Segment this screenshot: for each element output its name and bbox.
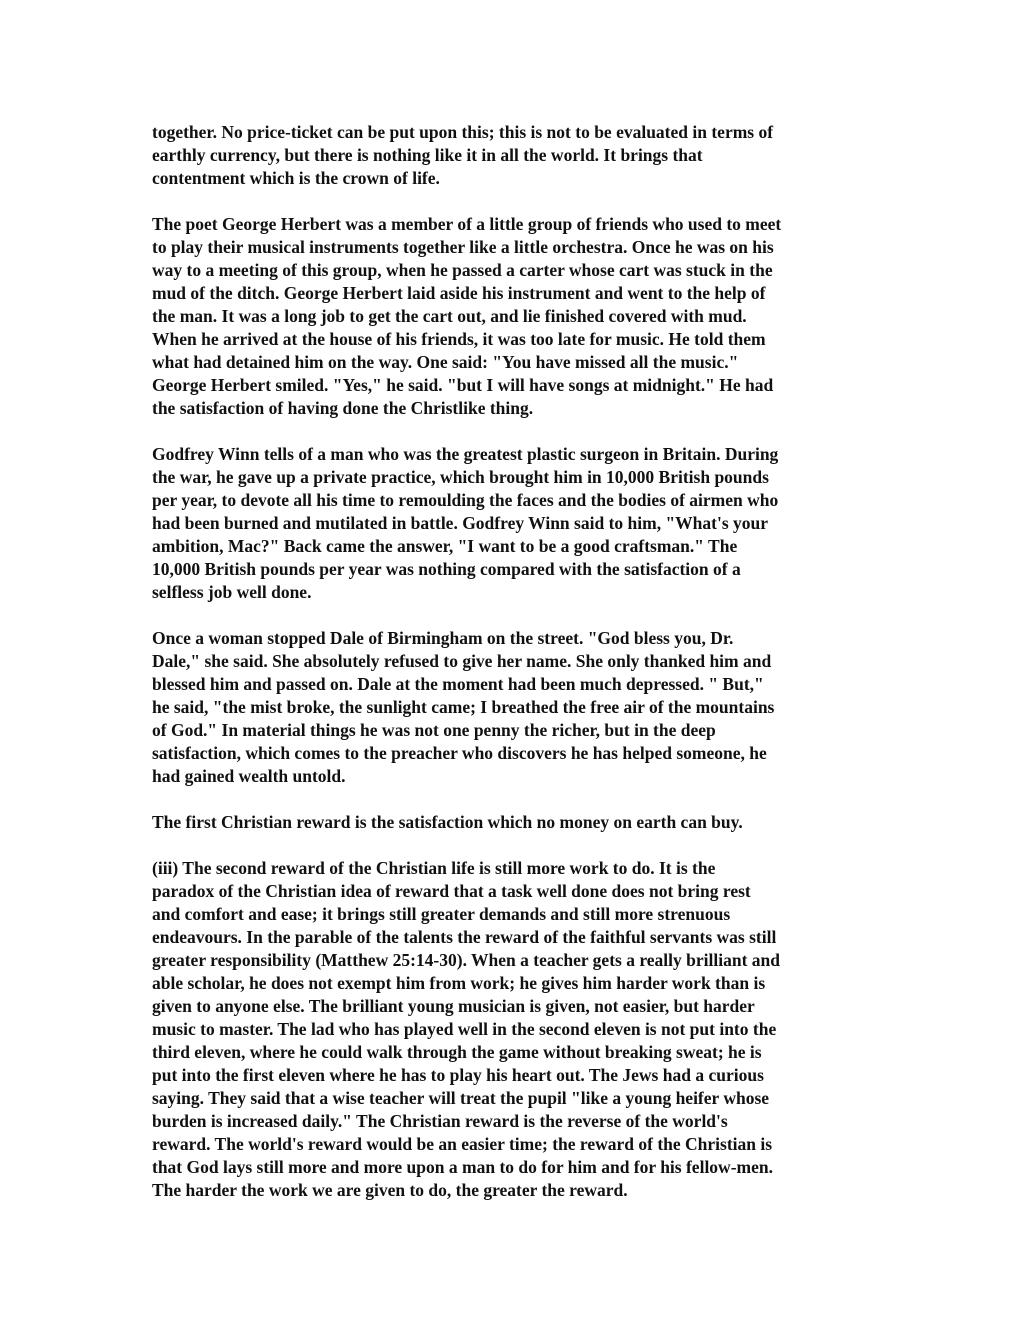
text-line: able scholar, he does not exempt him from work; he gives him harder work than is (152, 973, 766, 993)
text-line: put into the first eleven where he has to play his heart out. The Jews had a curious (152, 1065, 764, 1085)
text-line: the war, he gave up a private practice, which brought him in 10,000 British pounds (152, 467, 769, 487)
text-line: Godfrey Winn tells of a man who was the greatest plastic surgeon in Britain. During (152, 444, 779, 464)
text-line: 10,000 British pounds per year was nothing compared with the satisfaction of a (152, 559, 741, 579)
text-line: had been burned and mutilated in battle. Godfrey Winn said to him, "What's your (152, 513, 769, 533)
text-line: way to a meeting of this group, when he passed a carter whose cart was stuck in the (152, 260, 773, 280)
text-line: together. No price-ticket can be put upon this; this is not to be evaluated in terms of (152, 122, 774, 142)
paragraph-spacer (152, 604, 882, 627)
text-line: greater responsibility (Matthew 25:14-30). When a teacher gets a really brilliant and (152, 950, 781, 970)
text-line: Dale," she said. She absolutely refused to give her name. She only thanked him and (152, 651, 772, 671)
text-line: Once a woman stopped Dale of Birmingham on the street. "God bless you, Dr. (152, 628, 734, 648)
paragraph-spacer (152, 190, 882, 213)
text-line: (iii) The second reward of the Christian life is still more work to do. It is the (152, 858, 716, 878)
text-line: music to master. The lad who has played well in the second eleven is not put into the (152, 1019, 777, 1039)
text-line: satisfaction, which comes to the preacher who discovers he has helped someone, he (152, 743, 767, 763)
paragraph-first-reward (152, 811, 882, 834)
paragraph-dale-of-birmingham (152, 627, 882, 788)
text-body (152, 121, 882, 1202)
text-line: per year, to devote all his time to remoulding the faces and the bodies of airmen who (152, 490, 779, 510)
text-line: burden is increased daily." The Christian reward is the reverse of the world's (152, 1111, 728, 1131)
text-line: ambition, Mac?" Back came the answer, "I want to be a good craftsman." The (152, 536, 738, 556)
text-line: reward. The world's reward would be an easier time; the reward of the Christian is (152, 1134, 773, 1154)
text-line: and comfort and ease; it brings still greater demands and still more strenuous (152, 904, 731, 924)
text-line: The harder the work we are given to do, the greater the reward. (152, 1180, 628, 1200)
text-line: selfless job well done. (152, 582, 312, 602)
text-line: that God lays still more and more upon a man to do for him and for his fellow-men. (152, 1157, 773, 1177)
text-line: George Herbert smiled. "Yes," he said. "but I will have songs at midnight." He had (152, 375, 774, 395)
paragraph-spacer (152, 834, 882, 857)
text-line: earthly currency, but there is nothing like it in all the world. It brings that (152, 145, 703, 165)
text-line: of God." In material things he was not one penny the richer, but in the deep (152, 720, 716, 740)
text-line: he said, "the mist broke, the sunlight came; I breathed the free air of the mountains (152, 697, 775, 717)
paragraph-contentment (152, 121, 882, 190)
text-line: the man. It was a long job to get the cart out, and lie finished covered with mud. (152, 306, 747, 326)
paragraph-godfrey-winn (152, 443, 882, 604)
paragraph-george-herbert (152, 213, 882, 420)
text-line: saying. They said that a wise teacher will treat the pupil "like a young heifer whose (152, 1088, 770, 1108)
text-line: given to anyone else. The brilliant young musician is given, not easier, but harder (152, 996, 755, 1016)
text-line: When he arrived at the house of his friends, it was too late for music. He told them (152, 329, 766, 349)
text-line: blessed him and passed on. Dale at the moment had been much depressed. " But," (152, 674, 764, 694)
paragraph-spacer (152, 788, 882, 811)
text-line: had gained wealth untold. (152, 766, 346, 786)
text-line: The poet George Herbert was a member of a little group of friends who used to meet (152, 214, 782, 234)
text-line: contentment which is the crown of life. (152, 168, 440, 188)
text-line: to play their musical instruments together like a little orchestra. Once he was on his (152, 237, 774, 257)
text-line: mud of the ditch. George Herbert laid aside his instrument and went to the help of (152, 283, 766, 303)
text-line: paradox of the Christian idea of reward that a task well done does not bring rest (152, 881, 751, 901)
text-line: third eleven, where he could walk through the game without breaking sweat; he is (152, 1042, 762, 1062)
paragraph-spacer (152, 420, 882, 443)
text-line: the satisfaction of having done the Christlike thing. (152, 398, 534, 418)
paragraph-second-reward (152, 857, 882, 1202)
text-line: what had detained him on the way. One said: "You have missed all the music." (152, 352, 739, 372)
text-line: endeavours. In the parable of the talents the reward of the faithful servants was still (152, 927, 777, 947)
text-line: The first Christian reward is the satisfaction which no money on earth can buy. (152, 812, 743, 832)
